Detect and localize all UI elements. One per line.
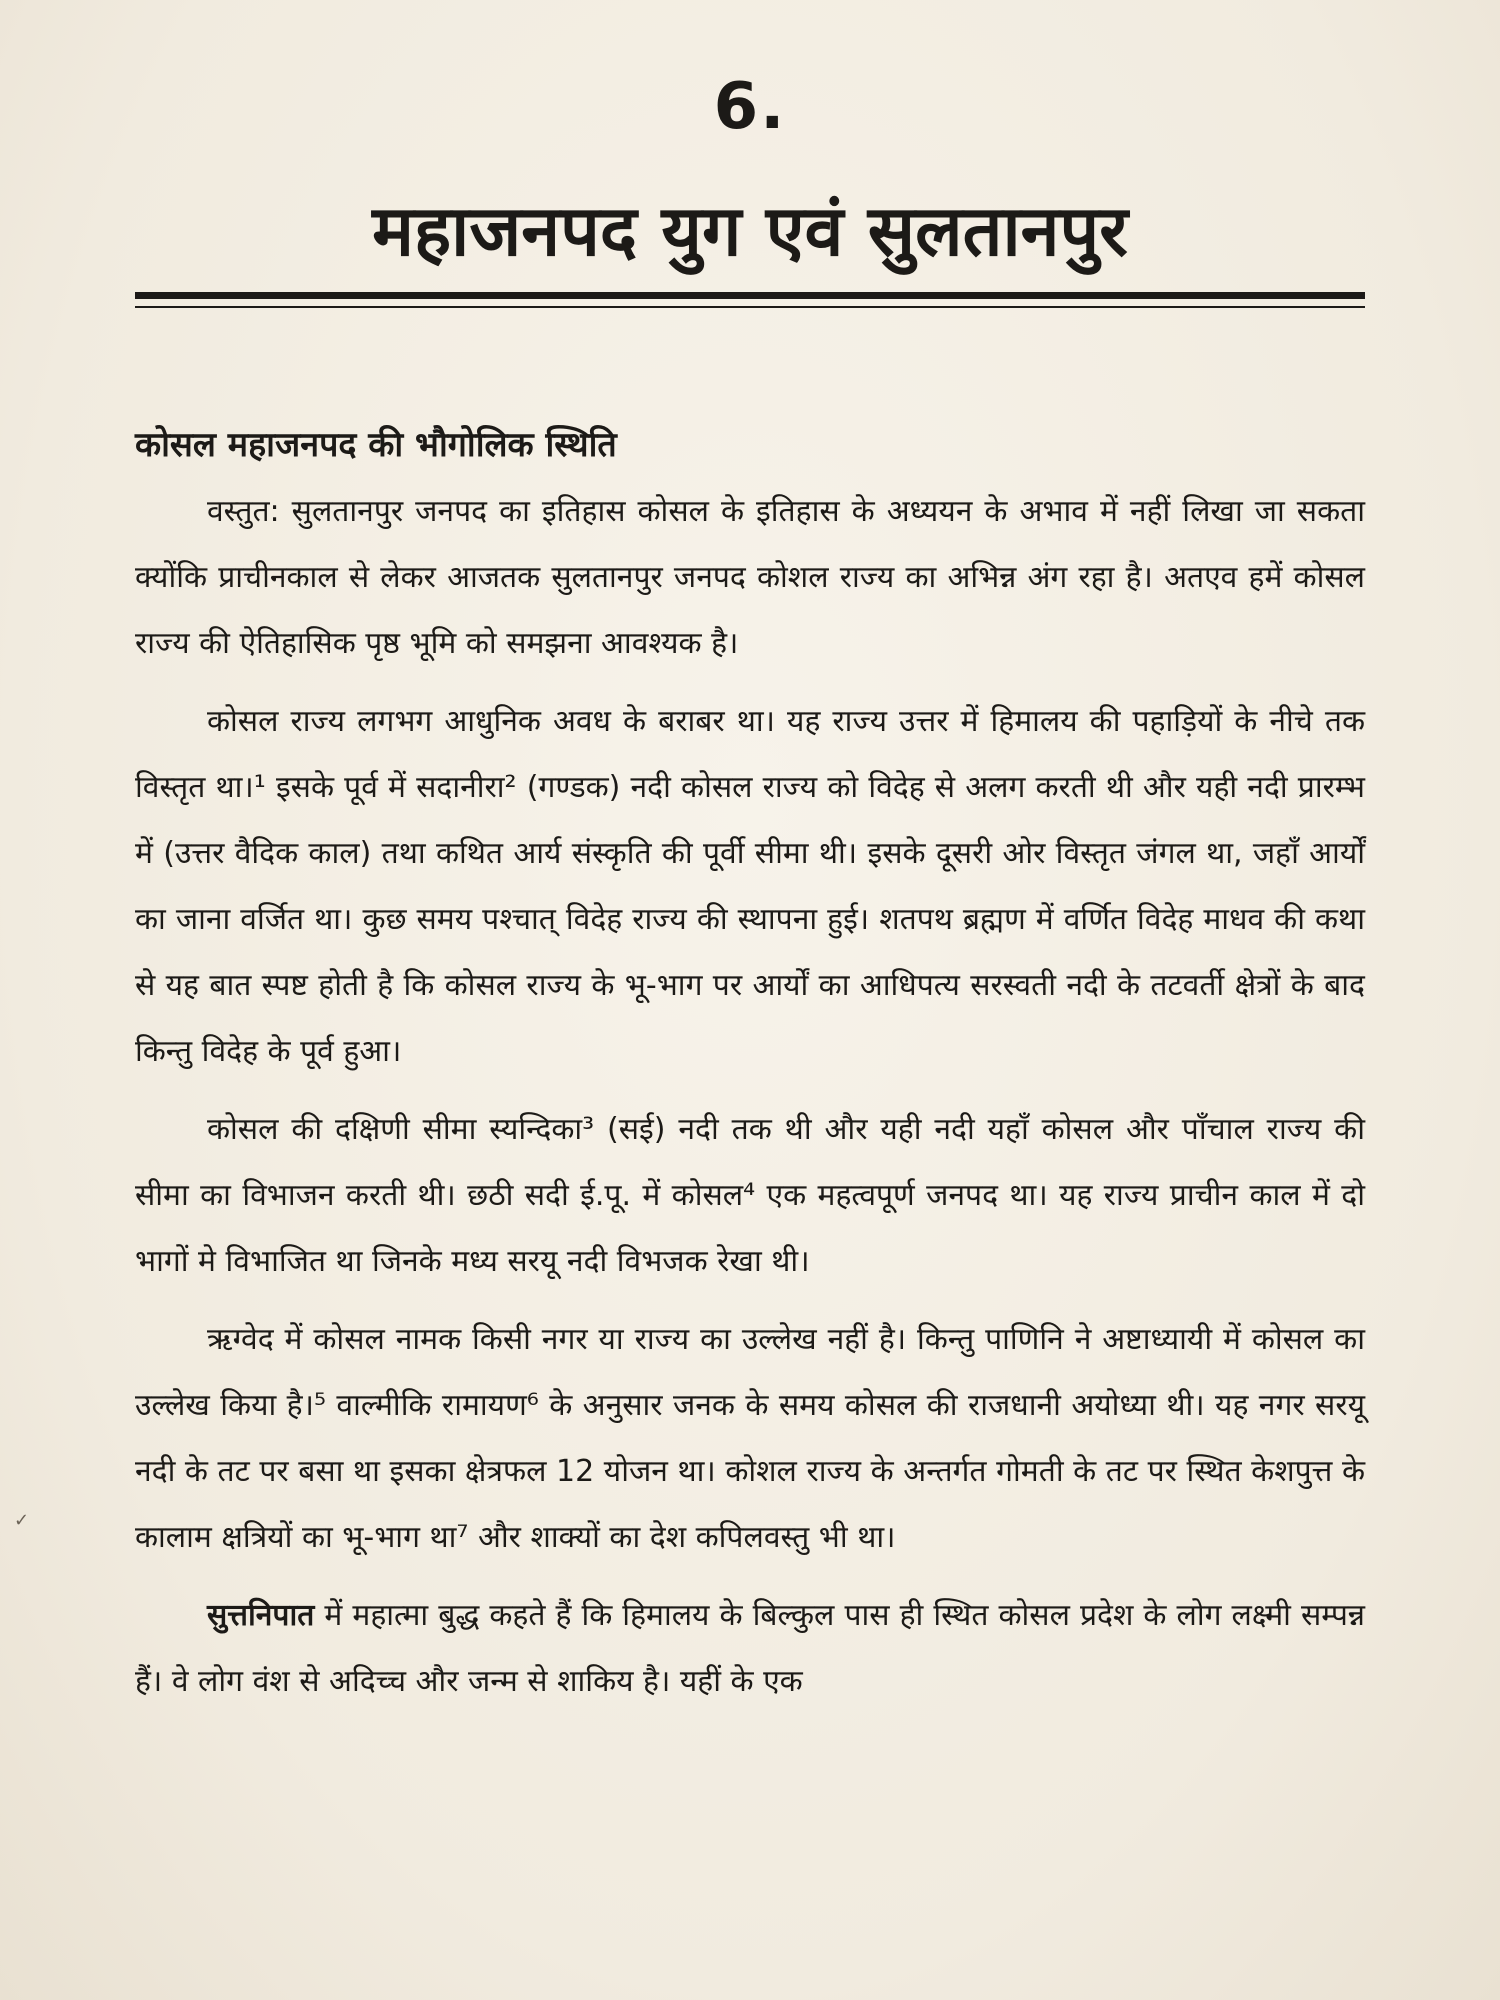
chapter-number: 6. <box>713 70 787 144</box>
paragraph <box>135 1097 1365 1295</box>
title-rule-thick <box>135 292 1365 299</box>
paragraph <box>135 479 1365 677</box>
margin-mark-icon: ✓ <box>14 1510 30 1531</box>
title-rule-thin <box>135 306 1365 308</box>
paragraph <box>135 1307 1365 1571</box>
paragraph-text: कोसल राज्य लगभग आधुनिक अवध के बराबर था। यह राज्य उत्तर में हिमालय की पहाड़ियों के नीचे तक विस्तृत था।¹ इसके पूर्व में सदानीरा² (गण्डक) नदी कोसल राज्य को विदेह से अलग करती थी और यही नदी प्रारम्भ में (उत्तर वैदिक काल) तथा कथित आर्य संस्कृति की पूर्वी सीमा थी। इसके दूसरी ओर विस्तृत जंगल था, जहाँ आर्यों का जाना वर्जित था। कुछ समय पश्चात् विदेह राज्य की स्थापना हुई। शतपथ ब्रह्मण में वर्णित विदेह माधव की कथा से यह बात स्पष्ट होती है कि कोसल राज्य के भू-भाग पर आर्यों का आधिपत्य सरस्वती नदी के तटवर्ती क्षेत्रों के बाद किन्तु विदेह के पूर्व हुआ। <box>135 704 1365 1069</box>
paragraph-text: में महात्मा बुद्ध कहते हैं कि हिमालय के बिल्कुल पास ही स्थित कोसल प्रदेश के लोग लक्ष्मी सम्पन्न हैं। वे लोग वंश से अदिच्च और जन्म से शाकिय है। यहीं के एक <box>135 1598 1365 1699</box>
paragraph-text: कोसल की दक्षिणी सीमा स्यन्दिका³ (सई) नदी तक थी और यही नदी यहाँ कोसल और पाँचाल राज्य की सीमा का विभाजन करती थी। छठी सदी ई.पू. में कोसल⁴ एक महत्वपूर्ण जनपद था। यह राज्य प्राचीन काल में दो भागों मे विभाजित था जिनके मध्य सरयू नदी विभजक रेखा थी। <box>135 1112 1365 1279</box>
section-heading: कोसल महाजनपद की भौगोलिक स्थिति <box>135 425 617 465</box>
paragraph-lead-bold: सुत्तनिपात <box>207 1598 315 1633</box>
paragraph <box>135 689 1365 1085</box>
paragraph <box>135 1583 1365 1715</box>
paragraph-text: ऋग्वेद में कोसल नामक किसी नगर या राज्य का उल्लेख नहीं है। किन्तु पाणिनि ने अष्टाध्यायी में कोसल का उल्लेख किया है।⁵ वाल्मीकि रामायण⁶ के अनुसार जनक के समय कोसल की राजधानी अयोध्या थी। यह नगर सरयू नदी के तट पर बसा था इसका क्षेत्रफल 12 योजन था। कोशल राज्य के अन्तर्गत गोमती के तट पर स्थित केशपुत्त के कालाम क्षत्रियों का भू-भाग था⁷ और शाक्यों का देश कपिलवस्तु भी था। <box>135 1322 1365 1555</box>
chapter-title: महाजनपद युग एवं सुलतानपुर <box>372 190 1128 272</box>
paragraph-text: वस्तुत: सुलतानपुर जनपद का इतिहास कोसल के इतिहास के अध्ययन के अभाव में नहीं लिखा जा सकता क्योंकि प्राचीनकाल से लेकर आजतक सुलतानपुर जनपद कोशल राज्य का अभिन्न अंग रहा है। अतएव हमें कोसल राज्य की ऐतिहासिक पृष्ठ भूमि को समझना आवश्यक है। <box>135 494 1365 661</box>
page-body <box>135 415 1365 1727</box>
